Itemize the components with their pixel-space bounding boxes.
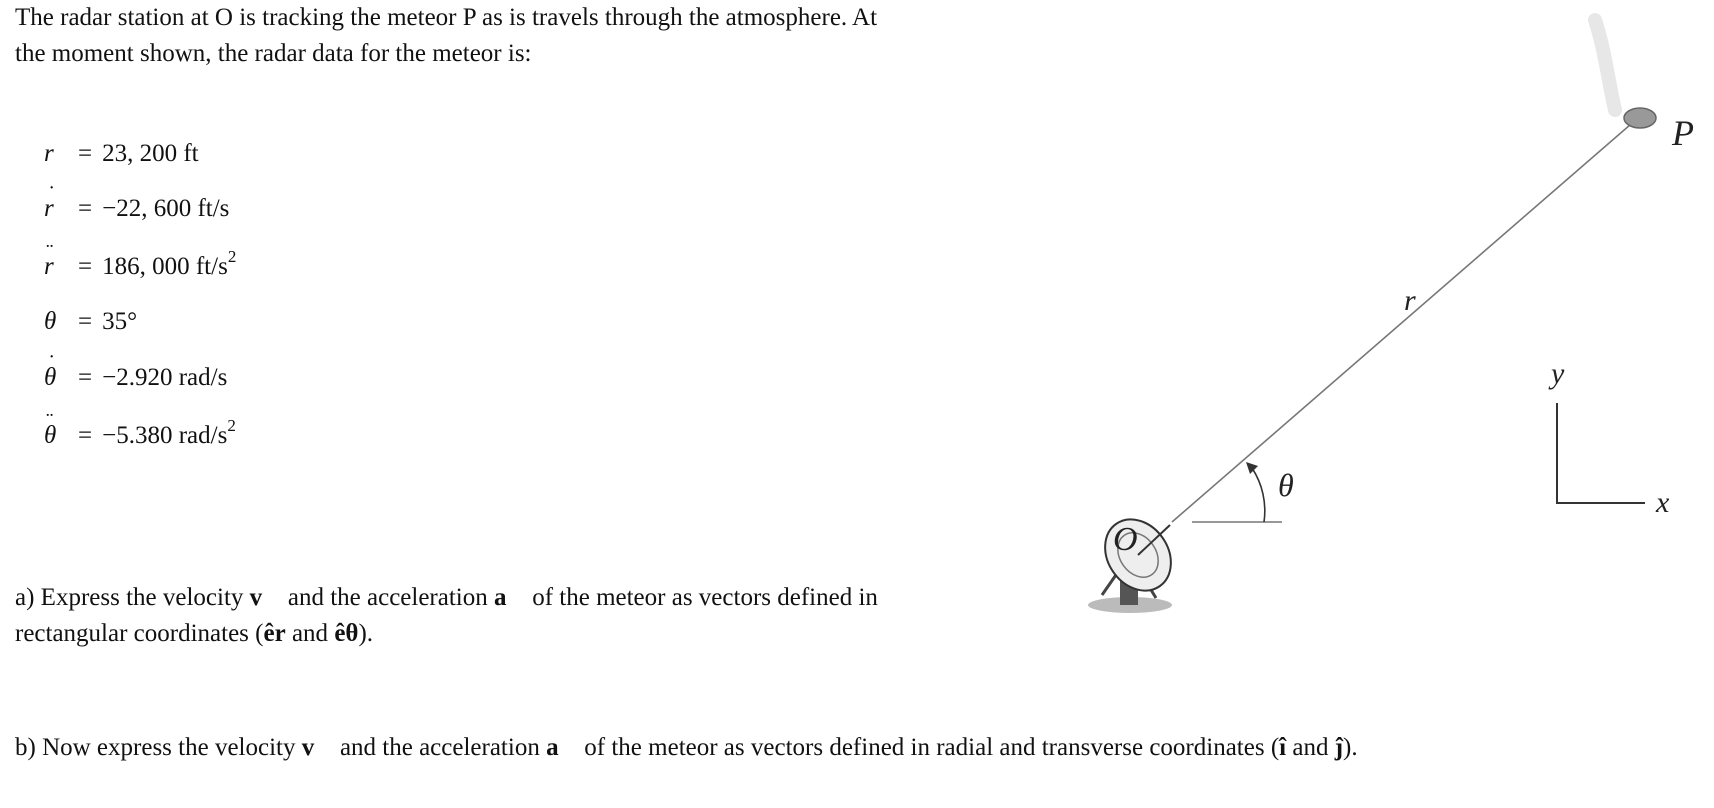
- label-theta: θ: [1278, 467, 1294, 503]
- equals-sign: =: [78, 422, 93, 449]
- question-a-line2-suffix: ).: [358, 620, 374, 647]
- and-word: and: [1292, 734, 1329, 761]
- theta-arrowhead: [1246, 462, 1258, 474]
- equation-exponent: 2: [227, 247, 237, 266]
- intro-line-2: the moment shown, the radar data for the meteor is:: [15, 40, 532, 67]
- equation-value: 35°: [102, 308, 138, 335]
- question-b-end: ).: [1343, 734, 1358, 761]
- equation-lhs: ¨ r: [44, 253, 68, 281]
- label-P: P: [1672, 113, 1694, 153]
- unit-vector-i: î: [1279, 734, 1287, 761]
- unit-vector-er: êr: [263, 620, 286, 647]
- equals-sign: =: [78, 253, 93, 280]
- xy-axes-indicator: [1557, 403, 1645, 503]
- question-a-prefix: a) Express the velocity: [15, 584, 244, 611]
- equation-value: −22, 600 ft/s: [102, 195, 230, 222]
- question-b-suffix: of the meteor as vectors defined in radial and transverse coordinates (: [584, 734, 1280, 761]
- equals-sign: =: [78, 364, 93, 391]
- label-y: y: [1551, 357, 1565, 390]
- equation-lhs: ¨ θ: [44, 422, 68, 450]
- question-a-suffix: of the meteor as vectors defined in: [532, 584, 878, 611]
- unit-vector-j: ĵ: [1334, 734, 1344, 761]
- question-a-line-2: [15, 616, 975, 652]
- equation-r-dot: [44, 195, 229, 223]
- velocity-symbol: v⃗: [301, 734, 334, 761]
- label-x: x: [1656, 486, 1670, 519]
- label-O: O: [1113, 521, 1138, 558]
- radial-line: [1172, 118, 1638, 522]
- question-b-prefix: b) Now express the velocity: [15, 734, 296, 761]
- equation-r: [44, 140, 199, 168]
- meteor-icon: [1624, 108, 1656, 128]
- and-word: and: [291, 620, 329, 647]
- unit-vector-etheta: êθ: [334, 620, 359, 647]
- equation-lhs: θ: [44, 308, 57, 335]
- question-a-line-1: [15, 580, 975, 616]
- problem-intro: [15, 0, 1015, 72]
- equation-r-ddot: [44, 247, 237, 281]
- intro-line-1: The radar station at O is tracking the meteor P as is travels through the atmosphere. At: [15, 4, 878, 31]
- equals-sign: =: [78, 140, 93, 167]
- equation-lhs: ˙ θ: [44, 364, 68, 392]
- acceleration-symbol: a⃗: [546, 734, 579, 761]
- theta-arc: [1252, 468, 1265, 522]
- equation-lhs: r: [44, 140, 54, 167]
- question-a: [15, 580, 975, 652]
- equation-value: 23, 200 ft: [102, 140, 199, 167]
- equation-theta-ddot: [44, 416, 236, 450]
- equals-sign: =: [78, 195, 93, 222]
- equation-value: −2.920 rad/s: [102, 364, 228, 391]
- equation-value: 186, 000 ft/s: [102, 253, 228, 280]
- equation-exponent: 2: [227, 416, 236, 435]
- equation-value: −5.380 rad/s: [102, 422, 228, 449]
- question-b-mid: and the acceleration: [339, 734, 540, 761]
- velocity-symbol: v⃗: [249, 584, 282, 611]
- equals-sign: =: [78, 308, 93, 335]
- meteor-trail: [1595, 20, 1615, 110]
- radar-diagram: [1020, 0, 1714, 808]
- equation-theta-dot: [44, 364, 227, 392]
- label-r: r: [1404, 284, 1416, 317]
- acceleration-symbol: a⃗: [494, 584, 526, 611]
- question-a-mid: and the acceleration: [287, 584, 488, 611]
- equation-theta: [44, 308, 137, 336]
- question-a-line2-prefix: rectangular coordinates (: [15, 620, 264, 647]
- equation-lhs: ˙ r: [44, 195, 68, 223]
